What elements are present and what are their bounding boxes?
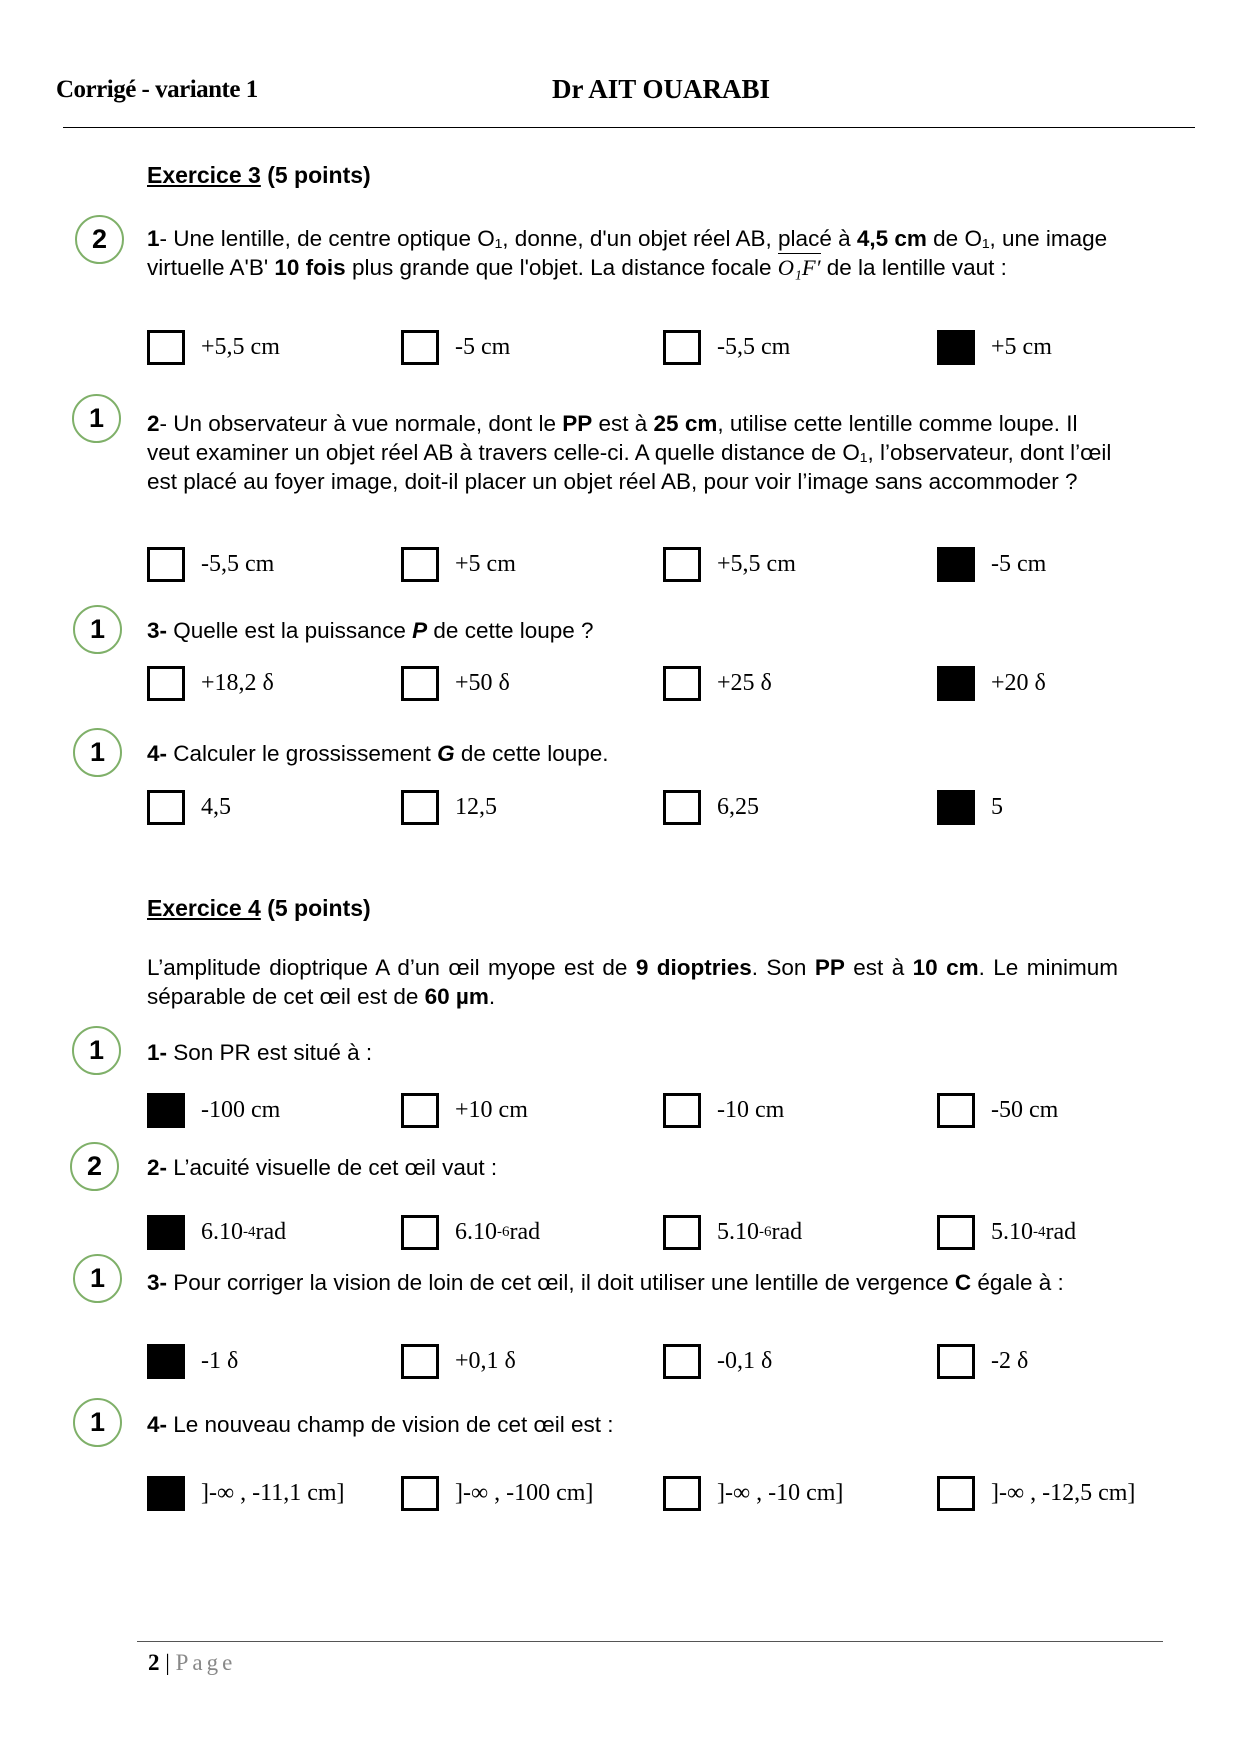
checkbox[interactable] xyxy=(147,547,185,582)
page-footer: 2 | Page xyxy=(148,1650,237,1675)
answer-option[interactable]: +10 cm xyxy=(401,1093,528,1128)
exercise-4-statement: L’amplitude dioptrique A d’un œil myope est de 9 dioptries. Son PP est à 10 cm. Le minimum séparable de cet œil est de 60 µm. xyxy=(147,955,1118,1009)
checkbox[interactable] xyxy=(937,1476,975,1511)
checkbox[interactable] xyxy=(937,1215,975,1250)
answer-option[interactable]: +50 δ xyxy=(401,666,510,701)
answer-option[interactable]: 5.10 -6 rad xyxy=(663,1215,802,1250)
points-badge: 1 xyxy=(73,605,122,654)
answer-option[interactable]: -2 δ xyxy=(937,1344,1028,1379)
points-badge: 1 xyxy=(73,1254,122,1303)
answer-option[interactable]: 6,25 xyxy=(663,790,759,825)
checkbox[interactable] xyxy=(147,790,185,825)
checkbox[interactable] xyxy=(663,330,701,365)
checkbox[interactable] xyxy=(937,1344,975,1379)
checkbox-checked[interactable] xyxy=(147,1093,185,1128)
answer-option[interactable]: -0,1 δ xyxy=(663,1344,772,1379)
answer-option-correct[interactable]: -100 cm xyxy=(147,1093,280,1128)
checkbox[interactable] xyxy=(401,666,439,701)
answer-option[interactable]: +5,5 cm xyxy=(663,547,796,582)
checkbox[interactable] xyxy=(401,547,439,582)
checkbox[interactable] xyxy=(663,666,701,701)
answer-option[interactable]: -50 cm xyxy=(937,1093,1058,1128)
answer-option[interactable]: ]-∞ , -10 cm] xyxy=(663,1476,843,1511)
checkbox[interactable] xyxy=(663,1344,701,1379)
header-left-title: Corrigé - variante 1 xyxy=(56,76,258,103)
checkbox-checked[interactable] xyxy=(147,1476,185,1511)
answer-option[interactable]: +25 δ xyxy=(663,666,772,701)
checkbox[interactable] xyxy=(663,1476,701,1511)
header-divider xyxy=(63,127,1195,128)
points-badge: 2 xyxy=(70,1142,119,1191)
answer-option[interactable]: +5,5 cm xyxy=(147,330,280,365)
points-badge: 1 xyxy=(73,728,122,777)
exercise-4-title: Exercice 4 (5 points) xyxy=(147,895,371,921)
points-badge: 1 xyxy=(72,394,121,443)
checkbox[interactable] xyxy=(401,330,439,365)
checkbox-checked[interactable] xyxy=(937,790,975,825)
ex3-question-2: 2- Un observateur à vue normale, dont le PP est à 25 cm, utilise cette lentille comme loupe. Il veut examiner un objet réel AB à travers celle-ci. A quelle distance de O₁, l’observateur, dont l’œil est placé au foyer image, doit-il placer un objet réel AB, pour voir l’image sans accommoder ? xyxy=(147,411,1112,494)
answer-option[interactable]: +5 cm xyxy=(401,547,516,582)
points-badge: 1 xyxy=(73,1398,122,1447)
checkbox-checked[interactable] xyxy=(147,1344,185,1379)
ex4-question-2: 2- L’acuité visuelle de cet œil vaut : xyxy=(147,1155,498,1180)
checkbox[interactable] xyxy=(663,1093,701,1128)
checkbox[interactable] xyxy=(401,1344,439,1379)
checkbox-checked[interactable] xyxy=(147,1215,185,1250)
ex3-question-3: 3- Quelle est la puissance P de cette loupe ? xyxy=(147,618,594,643)
checkbox[interactable] xyxy=(401,790,439,825)
checkbox-checked[interactable] xyxy=(937,547,975,582)
answer-option[interactable]: -5,5 cm xyxy=(147,547,274,582)
checkbox[interactable] xyxy=(663,547,701,582)
answer-option-correct[interactable]: 6.10 -4 rad xyxy=(147,1215,286,1250)
points-badge: 2 xyxy=(75,215,124,264)
ex3-question-4: 4- Calculer le grossissement G de cette loupe. xyxy=(147,741,609,766)
answer-option-correct[interactable]: +20 δ xyxy=(937,666,1046,701)
footer-divider xyxy=(137,1641,1163,1642)
answer-option[interactable]: ]-∞ , -12,5 cm] xyxy=(937,1476,1135,1511)
answer-option[interactable]: 4,5 xyxy=(147,790,231,825)
answer-option[interactable]: ]-∞ , -100 cm] xyxy=(401,1476,593,1511)
answer-option-correct[interactable]: 5 xyxy=(937,790,1003,825)
ex4-question-4: 4- Le nouveau champ de vision de cet œil est : xyxy=(147,1412,614,1437)
checkbox[interactable] xyxy=(401,1476,439,1511)
ex3-question-1: 1- Une lentille, de centre optique O₁, donne, d'un objet réel AB, placé à 4,5 cm de O₁, une image virtuelle A'B' 10 fois plus grande que l'objet. La distance focale O₁F′ de la lentille vaut : xyxy=(147,226,1108,280)
checkbox[interactable] xyxy=(401,1093,439,1128)
answer-option-correct[interactable]: -5 cm xyxy=(937,547,1046,582)
answer-option[interactable]: -5 cm xyxy=(401,330,510,365)
ex4-question-1: 1- Son PR est situé à : xyxy=(147,1040,373,1065)
checkbox[interactable] xyxy=(937,1093,975,1128)
focal-distance-symbol: O₁F′ xyxy=(777,255,821,280)
checkbox-checked[interactable] xyxy=(937,666,975,701)
checkbox[interactable] xyxy=(147,666,185,701)
checkbox[interactable] xyxy=(401,1215,439,1250)
answer-option[interactable]: 5.10 -4 rad xyxy=(937,1215,1076,1250)
answer-option[interactable]: 12,5 xyxy=(401,790,497,825)
answer-option-correct[interactable]: ]-∞ , -11,1 cm] xyxy=(147,1476,345,1511)
answer-option[interactable]: +0,1 δ xyxy=(401,1344,516,1379)
answer-option[interactable]: +18,2 δ xyxy=(147,666,274,701)
checkbox[interactable] xyxy=(663,790,701,825)
checkbox[interactable] xyxy=(147,330,185,365)
answer-option[interactable]: 6.10 -6 rad xyxy=(401,1215,540,1250)
header-author: Dr AIT OUARABI xyxy=(552,74,771,104)
exercise-3-title: Exercice 3 (5 points) xyxy=(147,162,371,188)
checkbox-checked[interactable] xyxy=(937,330,975,365)
answer-option-correct[interactable]: +5 cm xyxy=(937,330,1052,365)
answer-option[interactable]: -10 cm xyxy=(663,1093,784,1128)
ex4-question-3: 3- Pour corriger la vision de loin de cet œil, il doit utiliser une lentille de vergence C égale à : xyxy=(147,1270,1064,1295)
answer-option-correct[interactable]: -1 δ xyxy=(147,1344,238,1379)
points-badge: 1 xyxy=(72,1026,121,1075)
checkbox[interactable] xyxy=(663,1215,701,1250)
answer-option[interactable]: -5,5 cm xyxy=(663,330,790,365)
